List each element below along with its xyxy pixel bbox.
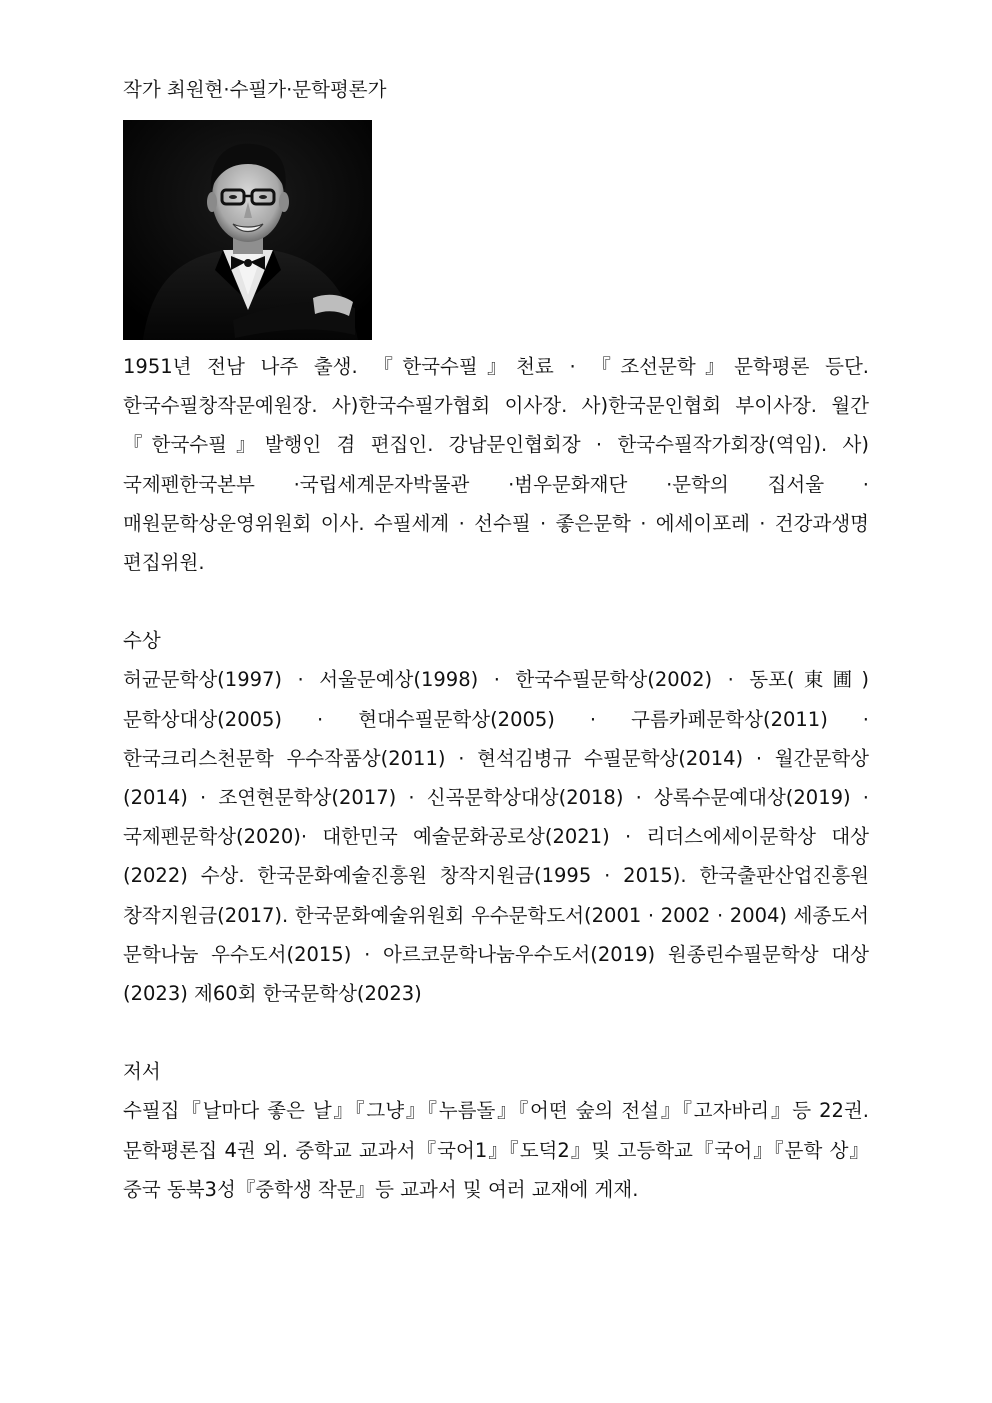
portrait-illustration xyxy=(123,120,372,340)
awards-text: 허균문학상(1997) · 서울문예상(1998) · 한국수필문학상(2002) · 동포(東圃)문학상대상(2005) · 현대수필문학상(2005) · 구름카페문학상(2011) · 한국크리스천문학 우수작품상(2011) · 현석김병규 수필문학상(2014) · 월간문학상(2014) · 조연현문학상(2017) · 신곡문학상대상(2018) · 상록수문예대상(2019) · 국제펜문학상(2020)· 대한민국 예술문화공로상(2021) · 리더스에세이문학상 대상(2022) 수상. 한국문화예술진흥원 창작지원금(1995 · 2015). 한국출판산업진흥원 창작지원금(2017). 한국문화예술위원회 우수문학도서(2001 · 2002 · 2004) 세종도서 문학나눔 우수도서(2015) · 아르코문학나눔우수도서(2019) 원종린수필문학상 대상(2023) 제60회 한국문학상(2023) xyxy=(123,668,869,1006)
author-byline: 작가 최원현·수필가·문학평론가 xyxy=(123,78,387,101)
awards-heading: 수상 xyxy=(123,629,161,653)
author-bio: 1951년 전남 나주 출생. 『한국수필』천료 · 『조선문학』문학평론 등단. 한국수필창작문예원장. 사)한국수필가협회 이사장. 사)한국문인협회 부이사장. 월간『한국수필』발행인 겸 편집인. 강남문인협회장 · 한국수필작가회장(역임). 사)국제펜한국본부 ·국립세계문자박물관 ·범우문화재단 ·문학의 집서울 ·매원문학상운영위원회 이사. 수필세계 · 선수필 · 좋은문학 · 에세이포레 · 건강과생명 편집위원. xyxy=(123,355,869,575)
works-text: 수필집『날마다 좋은 날』『그냥』『누름돌』『어떤 숲의 전설』『고자바리』등 22권. 문학평론집 4권 외. 중학교 교과서『국어1』『도덕2』및 고등학교『국어』『문학 상』중국 동북3성『중학생 작문』등 교과서 및 여러 교재에 게재. xyxy=(123,1099,869,1201)
works-heading: 저서 xyxy=(123,1060,161,1084)
document-page xyxy=(123,70,869,1209)
author-portrait-image xyxy=(123,120,372,340)
